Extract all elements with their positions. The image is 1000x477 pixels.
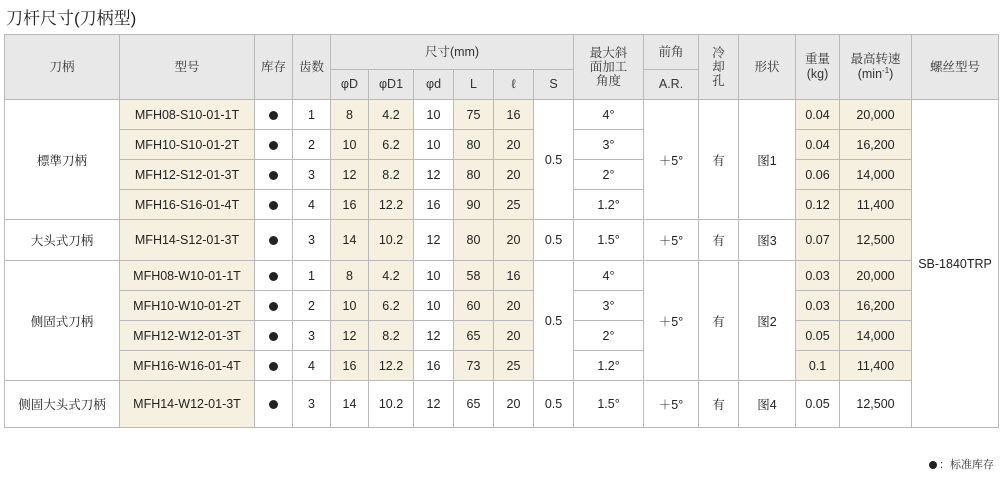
speed-unit-close: ) [889, 67, 894, 81]
d1-cell: 4.2 [369, 261, 414, 291]
weight-cell: 0.04 [796, 100, 840, 130]
rake-cell: ＋5° [644, 100, 699, 220]
l-cell: 80 [454, 130, 494, 160]
teeth-cell: 3 [293, 160, 331, 190]
rake-cell: ＋5° [644, 381, 699, 428]
ell-cell: 25 [494, 190, 534, 220]
col-teeth: 齿数 [293, 35, 331, 100]
angle-cell: 3° [574, 130, 644, 160]
teeth-cell: 2 [293, 291, 331, 321]
angle-cell: 4° [574, 261, 644, 291]
stock-cell [255, 130, 293, 160]
s-cell: 0.5 [534, 381, 574, 428]
col-max-speed-label: 最高转速 [850, 52, 901, 66]
teeth-cell: 3 [293, 220, 331, 261]
col-coolant [699, 35, 739, 100]
stock-cell [255, 381, 293, 428]
dd-cell: 16 [414, 190, 454, 220]
teeth-cell: 4 [293, 190, 331, 220]
col-ell: ℓ [494, 70, 534, 100]
stock-legend [929, 456, 994, 472]
s-cell: 0.5 [534, 100, 574, 220]
stock-dot-icon [269, 111, 278, 120]
angle-cell: 2° [574, 321, 644, 351]
col-weight-unit: (kg) [806, 67, 829, 81]
speed-cell: 14,000 [840, 160, 912, 190]
ell-cell: 20 [494, 291, 534, 321]
dd-cell: 12 [414, 220, 454, 261]
col-d: φD [331, 70, 369, 100]
col-holder: 刀柄 [5, 35, 120, 100]
col-s: S [534, 70, 574, 100]
model-cell: MFH16-S16-01-4T [120, 190, 255, 220]
dd-cell: 10 [414, 130, 454, 160]
speed-cell: 16,200 [840, 130, 912, 160]
table-body [5, 100, 999, 428]
ell-cell: 20 [494, 160, 534, 190]
weight-cell: 0.1 [796, 351, 840, 381]
teeth-cell: 1 [293, 261, 331, 291]
angle-cell: 4° [574, 100, 644, 130]
d1-cell: 6.2 [369, 291, 414, 321]
stock-dot-icon [929, 461, 937, 469]
l-cell: 65 [454, 321, 494, 351]
angle-cell: 2° [574, 160, 644, 190]
col-rake-sub: A.R. [644, 70, 699, 100]
d1-cell: 8.2 [369, 160, 414, 190]
d1-cell: 8.2 [369, 321, 414, 351]
group-name: 侧固式刀柄 [5, 261, 120, 381]
teeth-cell: 2 [293, 130, 331, 160]
col-l: L [454, 70, 494, 100]
screw-cell: SB-1840TRP [912, 100, 999, 428]
speed-cell: 12,500 [840, 381, 912, 428]
d1-cell: 6.2 [369, 130, 414, 160]
speed-cell: 20,000 [840, 100, 912, 130]
d-cell: 8 [331, 100, 369, 130]
col-max-angle [574, 35, 644, 100]
l-cell: 90 [454, 190, 494, 220]
l-cell: 80 [454, 160, 494, 190]
angle-cell: 1.2° [574, 351, 644, 381]
l-cell: 73 [454, 351, 494, 381]
teeth-cell: 1 [293, 100, 331, 130]
table-row [5, 160, 999, 190]
l-cell: 58 [454, 261, 494, 291]
stock-dot-icon [269, 362, 278, 371]
teeth-cell: 3 [293, 381, 331, 428]
weight-cell: 0.03 [796, 291, 840, 321]
speed-cell: 12,500 [840, 220, 912, 261]
dd-cell: 10 [414, 291, 454, 321]
table-row [5, 261, 999, 291]
col-dims: 尺寸(mm) [331, 35, 574, 70]
rake-cell: ＋5° [644, 261, 699, 381]
weight-cell: 0.05 [796, 321, 840, 351]
ell-cell: 16 [494, 261, 534, 291]
stock-dot-icon [269, 201, 278, 210]
stock-cell [255, 160, 293, 190]
d-cell: 14 [331, 381, 369, 428]
l-cell: 80 [454, 220, 494, 261]
dd-cell: 16 [414, 351, 454, 381]
col-coolant-label: 冷却孔 [712, 46, 725, 88]
model-cell: MFH14-W12-01-3T [120, 381, 255, 428]
col-max-angle-label: 最大斜面加工角度 [589, 46, 628, 88]
model-cell: MFH10-S10-01-2T [120, 130, 255, 160]
speed-cell: 14,000 [840, 321, 912, 351]
coolant-cell: 有 [699, 381, 739, 428]
model-cell: MFH08-S10-01-1T [120, 100, 255, 130]
model-cell: MFH12-W12-01-3T [120, 321, 255, 351]
d-cell: 10 [331, 130, 369, 160]
d1-cell: 4.2 [369, 100, 414, 130]
angle-cell: 1.5° [574, 381, 644, 428]
dd-cell: 12 [414, 381, 454, 428]
table-row [5, 190, 999, 220]
stock-cell [255, 261, 293, 291]
weight-cell: 0.06 [796, 160, 840, 190]
col-max-speed-unit [840, 67, 911, 82]
stock-dot-icon [269, 236, 278, 245]
stock-cell [255, 291, 293, 321]
stock-dot-icon [269, 332, 278, 341]
stock-legend-text: ：标准库存 [939, 459, 994, 471]
speed-cell: 11,400 [840, 351, 912, 381]
speed-unit-sup: -1 [882, 65, 890, 75]
table-row [5, 381, 999, 428]
dd-cell: 10 [414, 261, 454, 291]
stock-dot-icon [269, 272, 278, 281]
d-cell: 16 [331, 190, 369, 220]
coolant-cell: 有 [699, 220, 739, 261]
d-cell: 16 [331, 351, 369, 381]
stock-cell [255, 190, 293, 220]
stock-cell [255, 351, 293, 381]
col-max-speed [840, 35, 912, 100]
s-cell: 0.5 [534, 261, 574, 381]
stock-dot-icon [269, 171, 278, 180]
angle-cell: 1.5° [574, 220, 644, 261]
d1-cell: 10.2 [369, 220, 414, 261]
angle-cell: 3° [574, 291, 644, 321]
model-cell: MFH14-S12-01-3T [120, 220, 255, 261]
table-row [5, 100, 999, 130]
col-stock: 库存 [255, 35, 293, 100]
ell-cell: 20 [494, 321, 534, 351]
teeth-cell: 4 [293, 351, 331, 381]
ell-cell: 20 [494, 381, 534, 428]
l-cell: 65 [454, 381, 494, 428]
coolant-cell: 有 [699, 261, 739, 381]
model-cell: MFH10-W10-01-2T [120, 291, 255, 321]
s-cell: 0.5 [534, 220, 574, 261]
col-d1: φD1 [369, 70, 414, 100]
stock-cell [255, 321, 293, 351]
model-cell: MFH08-W10-01-1T [120, 261, 255, 291]
shape-cell: 图4 [739, 381, 796, 428]
stock-dot-icon [269, 302, 278, 311]
teeth-cell: 3 [293, 321, 331, 351]
group-name: 標準刀柄 [5, 100, 120, 220]
angle-cell: 1.2° [574, 190, 644, 220]
d1-cell: 12.2 [369, 190, 414, 220]
stock-dot-icon [269, 141, 278, 150]
shape-cell: 图3 [739, 220, 796, 261]
speed-cell: 20,000 [840, 261, 912, 291]
l-cell: 75 [454, 100, 494, 130]
table-header [5, 35, 999, 100]
dd-cell: 12 [414, 321, 454, 351]
stock-cell [255, 100, 293, 130]
col-weight-label: 重量 [805, 52, 831, 66]
col-weight [796, 35, 840, 100]
table-row [5, 291, 999, 321]
dd-cell: 12 [414, 160, 454, 190]
model-cell: MFH12-S12-01-3T [120, 160, 255, 190]
ell-cell: 25 [494, 351, 534, 381]
d1-cell: 10.2 [369, 381, 414, 428]
d-cell: 10 [331, 291, 369, 321]
table-row [5, 321, 999, 351]
weight-cell: 0.03 [796, 261, 840, 291]
col-rake: 前角 [644, 35, 699, 70]
stock-dot-icon [269, 400, 278, 409]
col-shape: 形状 [739, 35, 796, 100]
group-name: 侧固大头式刀柄 [5, 381, 120, 428]
weight-cell: 0.05 [796, 381, 840, 428]
shape-cell: 图1 [739, 100, 796, 220]
col-model: 型号 [120, 35, 255, 100]
d-cell: 14 [331, 220, 369, 261]
col-dd: φd [414, 70, 454, 100]
col-screw: 螺丝型号 [912, 35, 999, 100]
weight-cell: 0.04 [796, 130, 840, 160]
l-cell: 60 [454, 291, 494, 321]
table-row [5, 351, 999, 381]
coolant-cell: 有 [699, 100, 739, 220]
d1-cell: 12.2 [369, 351, 414, 381]
group-name: 大头式刀柄 [5, 220, 120, 261]
model-cell: MFH16-W16-01-4T [120, 351, 255, 381]
shape-cell: 图2 [739, 261, 796, 381]
ell-cell: 16 [494, 100, 534, 130]
d-cell: 12 [331, 160, 369, 190]
weight-cell: 0.12 [796, 190, 840, 220]
d-cell: 8 [331, 261, 369, 291]
d-cell: 12 [331, 321, 369, 351]
speed-cell: 11,400 [840, 190, 912, 220]
table-row [5, 220, 999, 261]
weight-cell: 0.07 [796, 220, 840, 261]
table-row [5, 130, 999, 160]
stock-cell [255, 220, 293, 261]
spec-table [4, 34, 999, 428]
speed-cell: 16,200 [840, 291, 912, 321]
speed-unit-text: (min [857, 67, 883, 81]
ell-cell: 20 [494, 220, 534, 261]
rake-cell: ＋5° [644, 220, 699, 261]
dd-cell: 10 [414, 100, 454, 130]
page-title: 刀杆尺寸(刀柄型) [6, 9, 137, 28]
ell-cell: 20 [494, 130, 534, 160]
